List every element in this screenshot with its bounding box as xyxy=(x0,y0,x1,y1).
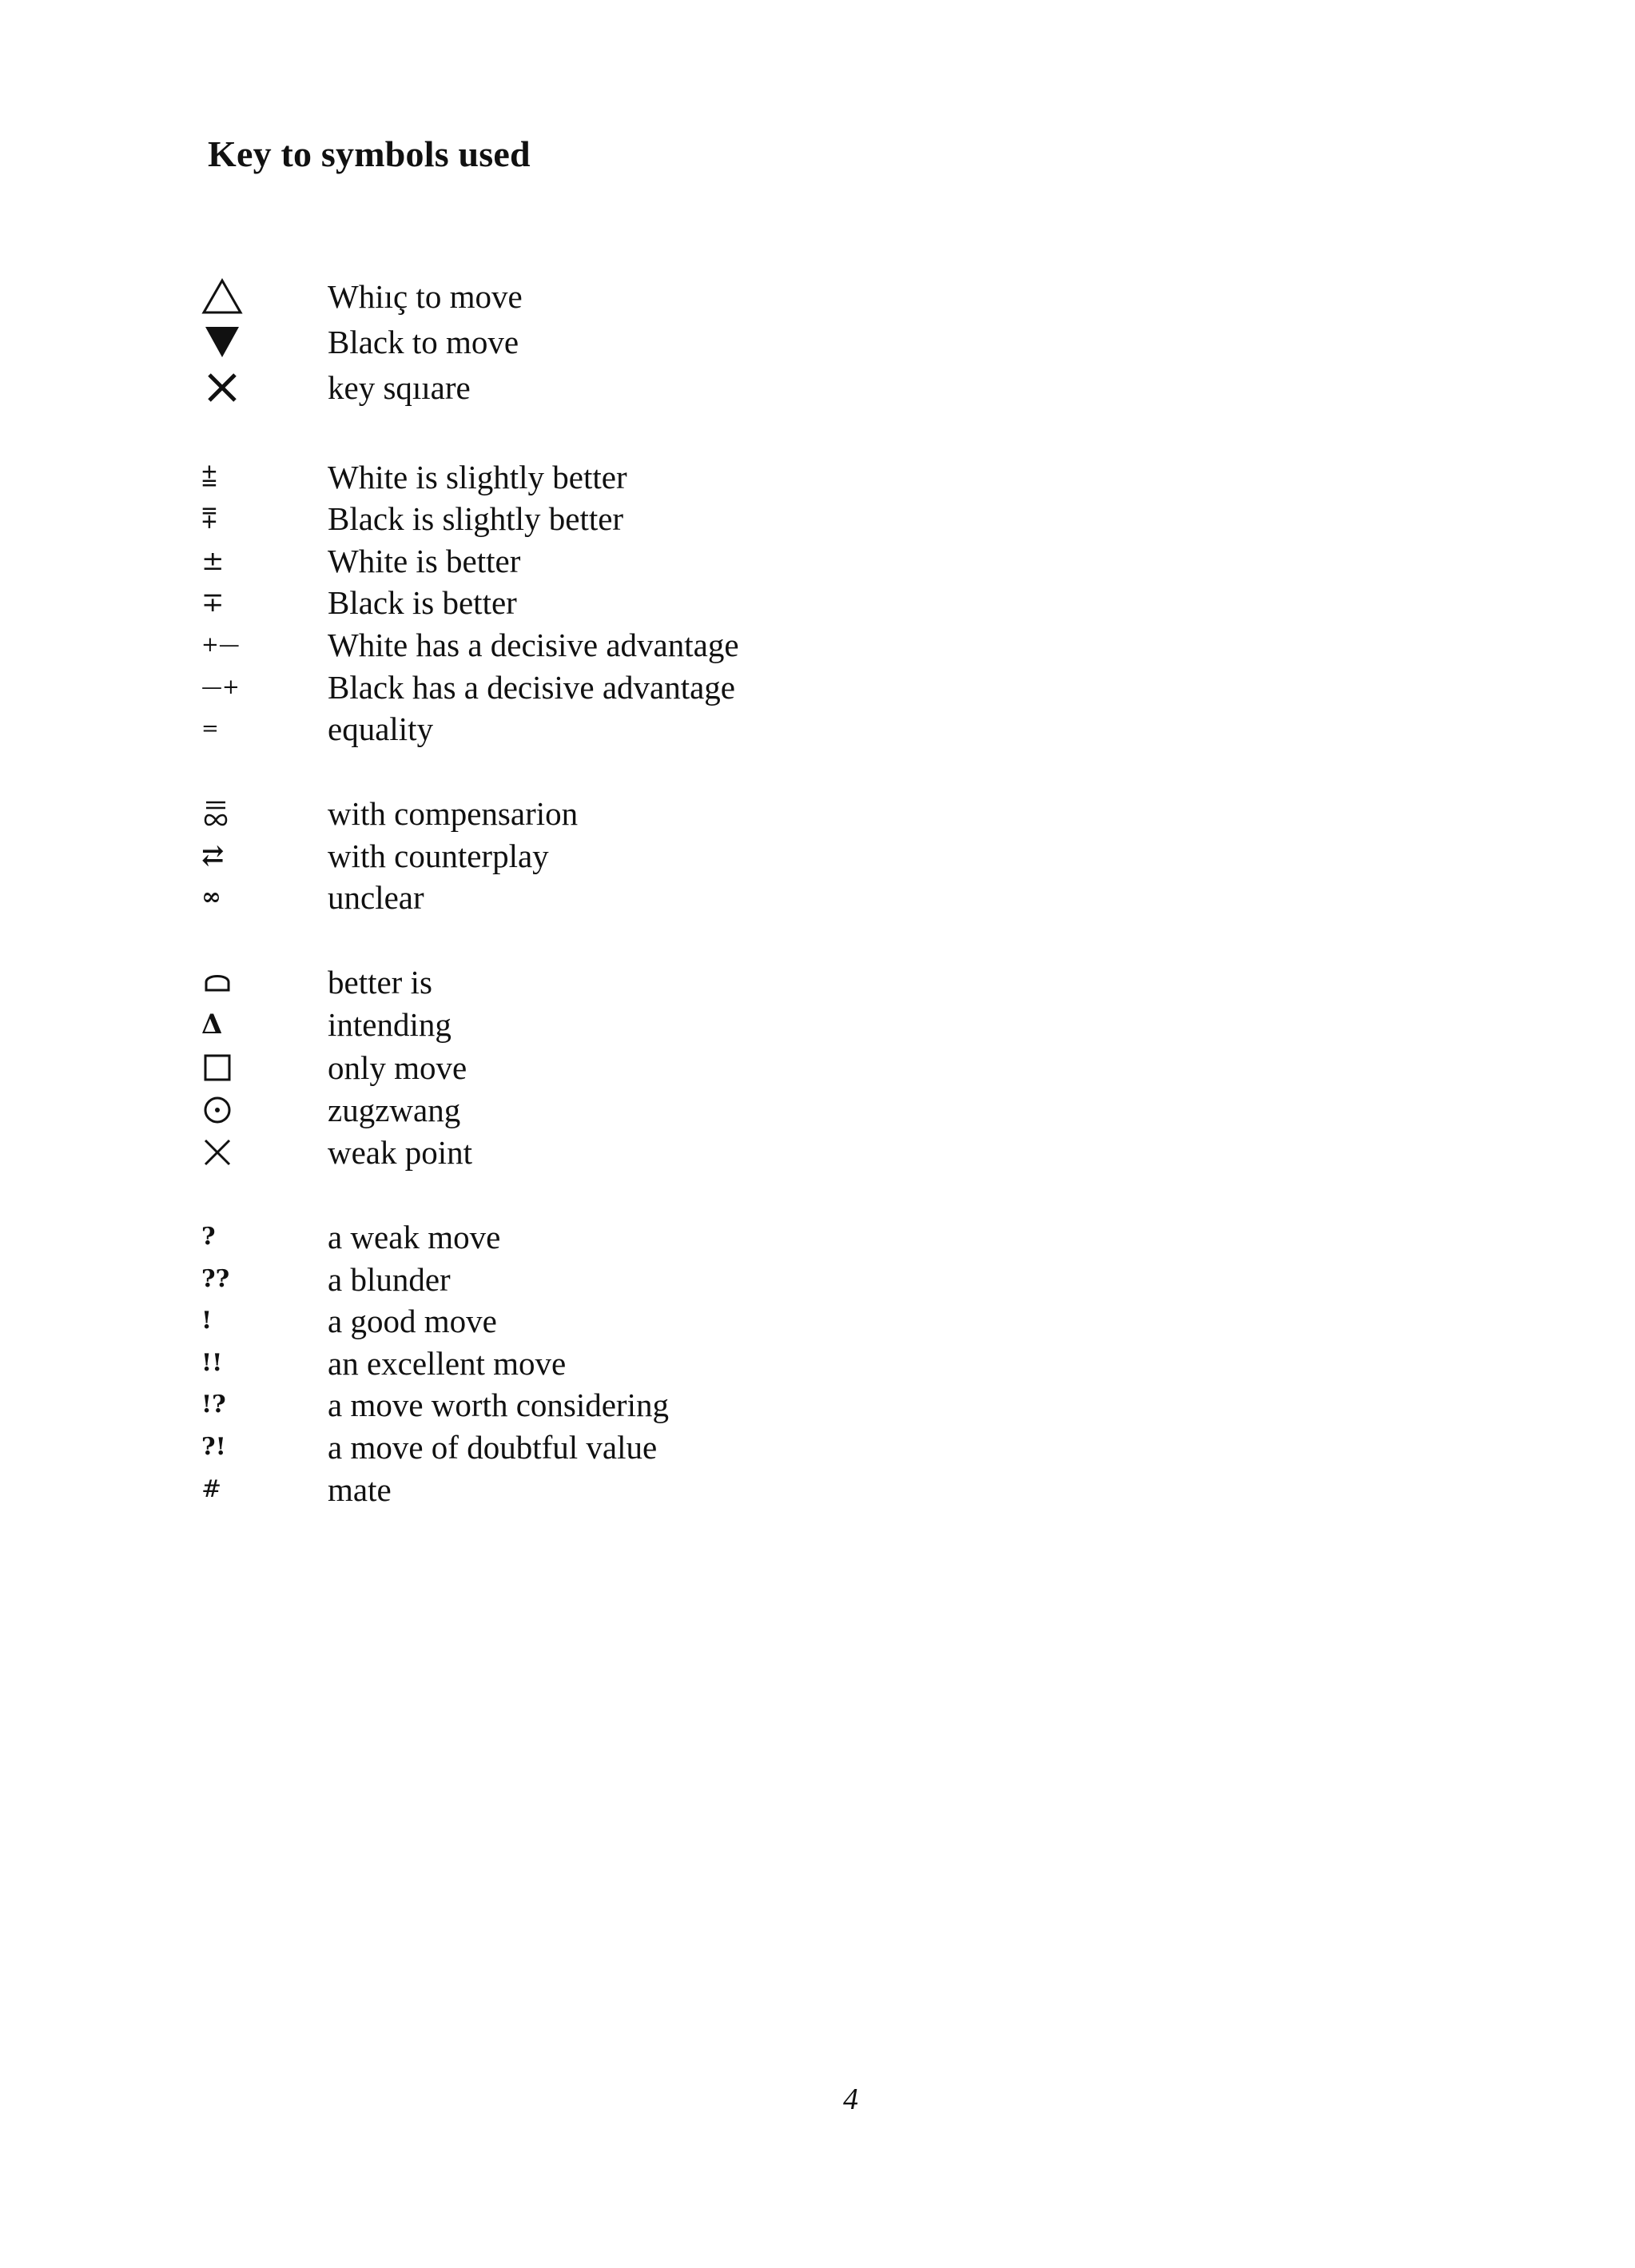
symbol-row xyxy=(0,1300,1119,1342)
symbol-description: a move worth considering xyxy=(328,1387,669,1423)
symbol-row xyxy=(0,321,1119,363)
symbol-description: a good move xyxy=(328,1303,497,1339)
symbol-row xyxy=(0,961,1119,1003)
white-triangle-up-icon xyxy=(201,276,265,317)
symbol-description: Black is better xyxy=(328,584,517,621)
bold-x-icon xyxy=(201,367,265,408)
black-better-symbol: ∓ xyxy=(201,587,225,619)
symbol-description: zugzwang xyxy=(328,1092,461,1128)
symbol-description: an excellent move xyxy=(328,1345,567,1382)
symbol-description: better is xyxy=(328,964,432,1001)
symbol-row xyxy=(0,276,1119,317)
symbol-description: with counterplay xyxy=(328,838,549,874)
circle-dot-icon xyxy=(201,1089,265,1131)
symbol-row xyxy=(0,1132,1119,1173)
symbol-row xyxy=(0,456,1119,498)
symbol-row xyxy=(0,1426,1119,1468)
symbol-description: Whiıç to move xyxy=(328,278,523,315)
unclear-symbol: ∞ xyxy=(201,883,221,911)
white-slightly-better-symbol: ⩲ xyxy=(201,461,217,493)
symbol-row xyxy=(0,540,1119,582)
dubious-move-symbol: ?! xyxy=(201,1433,226,1461)
symbol-description: a blunder xyxy=(328,1261,451,1298)
thin-x-icon xyxy=(201,1132,265,1173)
symbol-row xyxy=(0,582,1119,623)
symbol-description: with compensarion xyxy=(328,795,579,832)
symbol-description: Black is slightly better xyxy=(328,500,624,537)
intending-symbol: Δ xyxy=(201,1009,223,1040)
symbol-description: a move of doubtful value xyxy=(328,1429,658,1466)
white-decisive-advantage-symbol: +— xyxy=(201,633,240,657)
symbol-description: equality xyxy=(328,710,434,747)
symbol-row xyxy=(0,498,1119,539)
symbol-row xyxy=(0,1047,1119,1088)
symbol-description: White is better xyxy=(328,543,521,579)
equality-symbol: = xyxy=(201,717,219,741)
symbol-description: Black to move xyxy=(328,324,519,360)
symbol-row xyxy=(0,367,1119,408)
symbol-description: Black has a decisive advantage xyxy=(328,669,735,706)
symbol-row xyxy=(0,666,1119,708)
black-slightly-better-symbol: ⩱ xyxy=(201,503,217,535)
symbol-row xyxy=(0,1089,1119,1131)
page-number: 4 xyxy=(843,2083,858,2116)
good-move-symbol: ! xyxy=(201,1307,213,1335)
blunder-symbol: ?? xyxy=(201,1265,230,1293)
white-better-symbol: ± xyxy=(201,545,225,577)
symbol-description: a weak move xyxy=(328,1219,501,1255)
symbol-row xyxy=(0,624,1119,666)
arch-icon xyxy=(201,961,265,1003)
symbol-row xyxy=(0,793,1119,834)
counterplay-symbol: ⇄ xyxy=(201,840,225,872)
symbol-row xyxy=(0,1343,1119,1384)
symbol-row xyxy=(0,835,1119,877)
interesting-move-symbol: !? xyxy=(201,1391,226,1418)
black-decisive-advantage-symbol: —+ xyxy=(201,675,240,699)
symbol-description: intending xyxy=(328,1006,452,1043)
symbol-row xyxy=(0,1469,1119,1510)
symbol-description: weak point xyxy=(328,1134,473,1171)
symbol-row xyxy=(0,1259,1119,1300)
excellent-move-symbol: !! xyxy=(201,1349,223,1377)
symbol-description: White has a decisive advantage xyxy=(328,627,739,663)
black-triangle-down-icon xyxy=(201,321,265,363)
symbol-description: mate xyxy=(328,1471,392,1508)
page-title: Key to symbols used xyxy=(208,133,531,174)
weak-move-symbol: ? xyxy=(201,1223,216,1251)
symbol-row xyxy=(0,877,1119,918)
symbol-row xyxy=(0,1384,1119,1426)
symbol-description: key sqııare xyxy=(328,369,471,406)
square-icon xyxy=(201,1047,265,1088)
symbol-description: unclear xyxy=(328,879,424,916)
symbol-description: only move xyxy=(328,1049,467,1086)
symbol-description: White is slightly better xyxy=(328,459,627,495)
symbol-row xyxy=(0,1004,1119,1045)
mate-symbol: # xyxy=(201,1475,222,1503)
symbol-row xyxy=(0,708,1119,750)
symbol-row xyxy=(0,1216,1119,1258)
compensation-icon xyxy=(201,793,265,834)
